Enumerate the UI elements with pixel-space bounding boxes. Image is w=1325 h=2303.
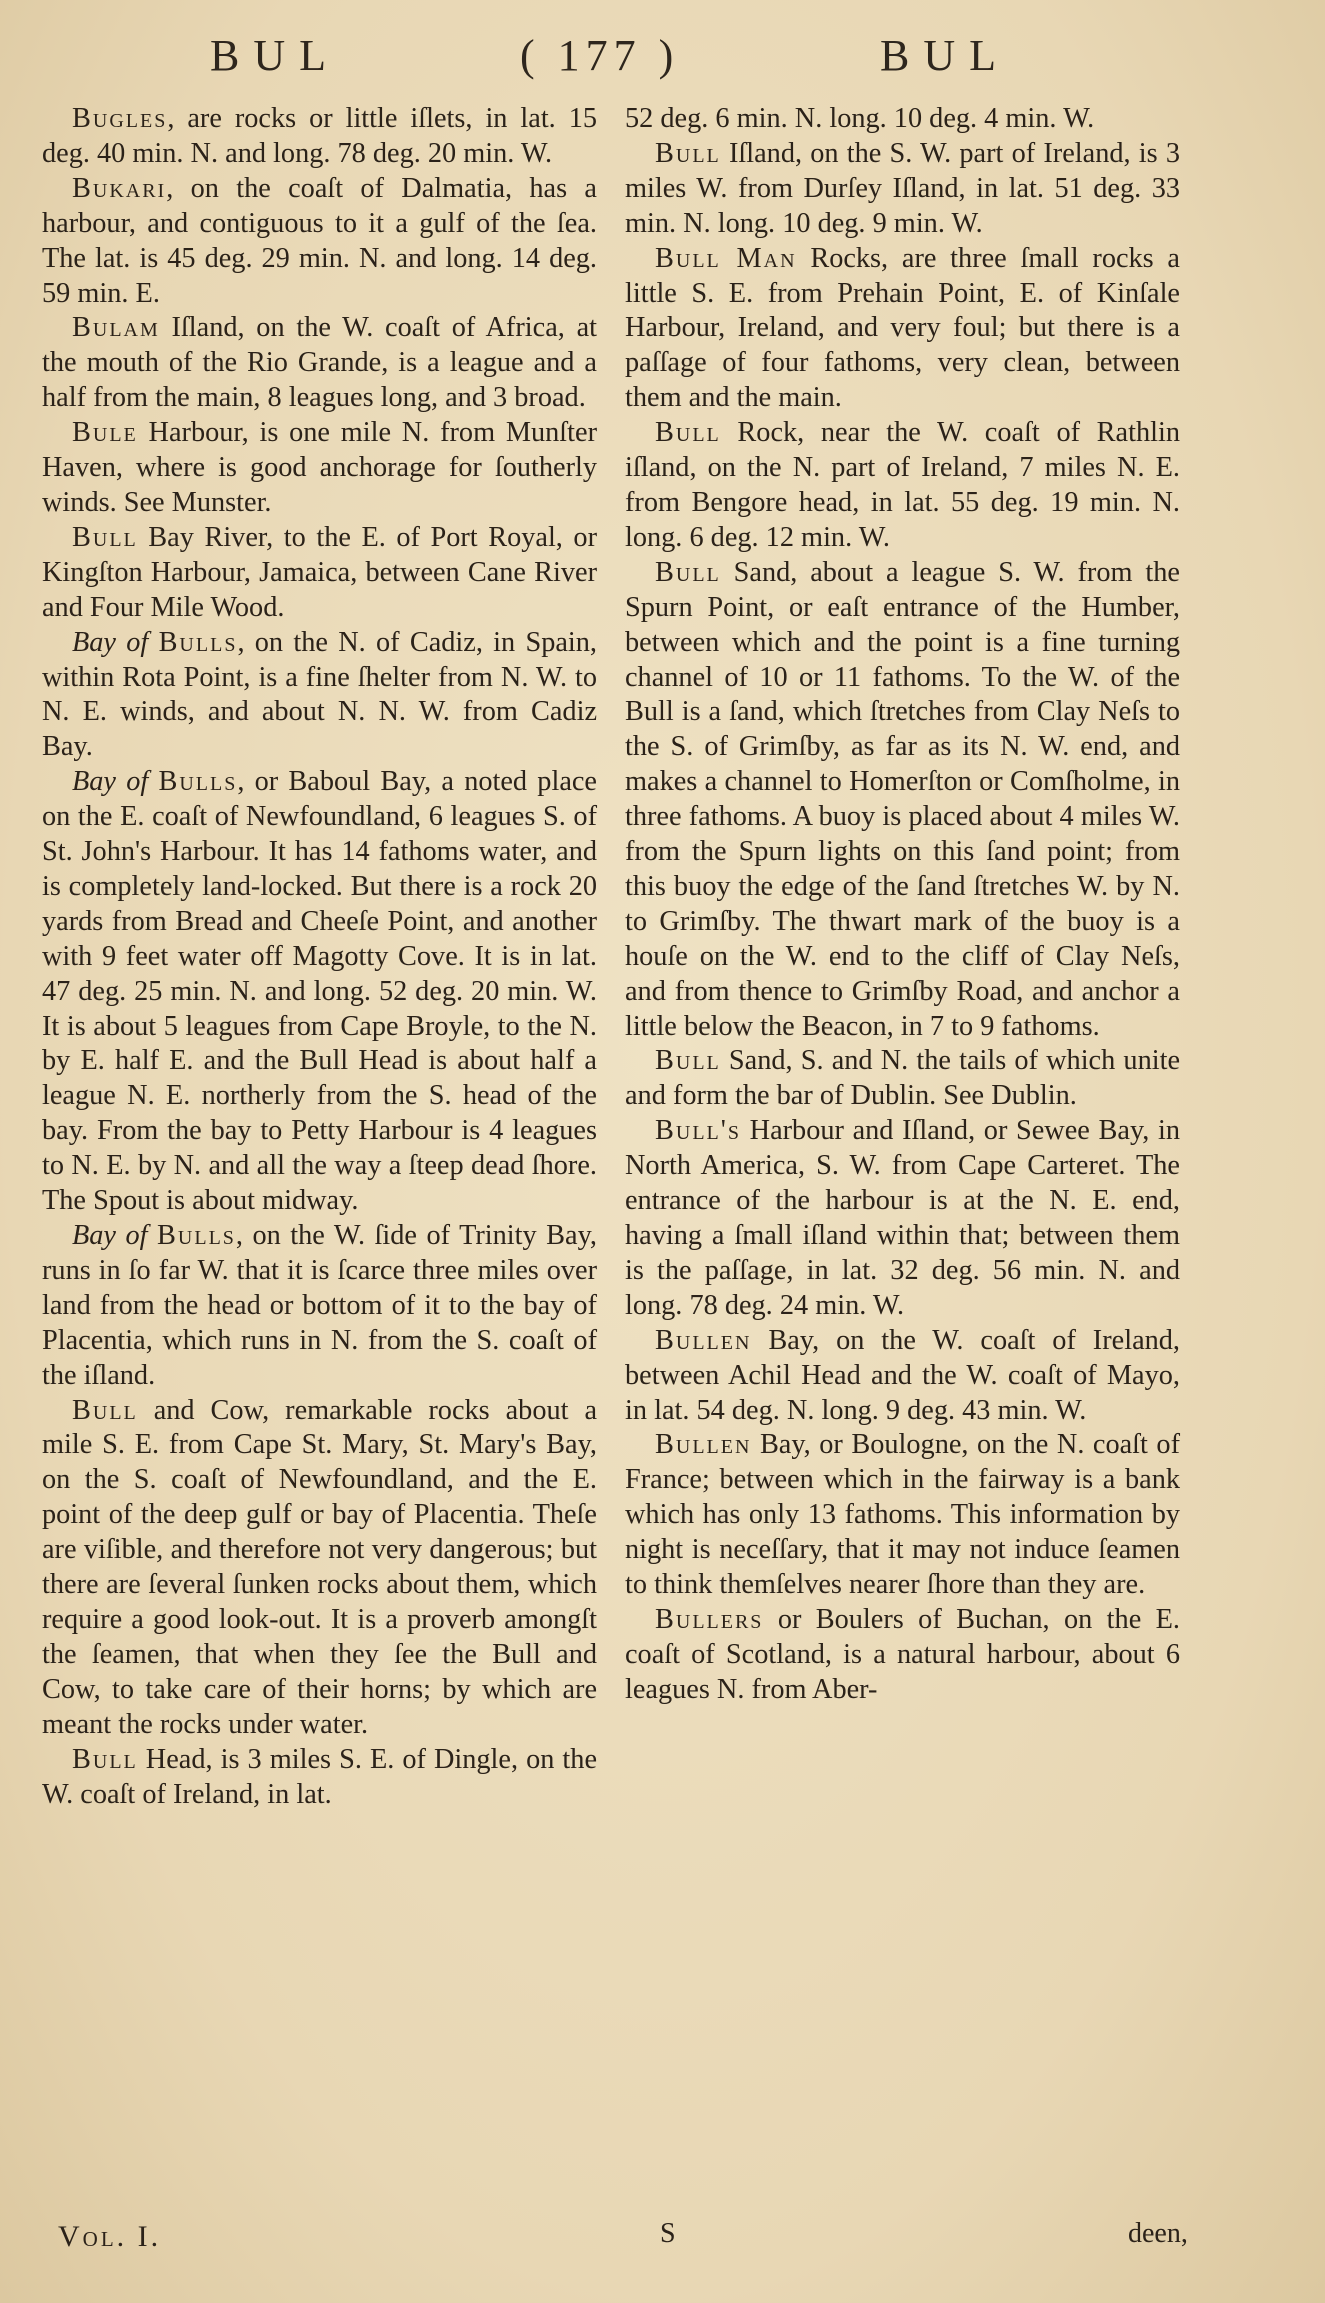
- entry-headword: Bull: [655, 137, 721, 169]
- dictionary-entry: [625, 1114, 1180, 1323]
- entry-text: Sand, about a league S. W. from the Spurn Point, or eaſt entrance of the Humber, between which and the point is a fine turning channel of 10 or 11 fathoms. To the W. of the Bull is a ſand, which ſtretches from Clay Neſs to the S. of Grimſby, as far as its N. W. end, and makes a channel to Homerſton or Comſholme, in three fathoms. A buoy is placed about 4 miles W. from the Spurn lights on this ſand point; from this buoy the edge of the ſand ſtretches W. by N. to Grimſby. The thwart mark of the buoy is a houſe on the W. end to the cliff of Clay Neſs, and from thence to Grimſby Road, and anchor a little below the Beacon, in 7 to 9 fathoms.: [625, 556, 1180, 1042]
- dictionary-entry: [42, 172, 597, 312]
- entry-headword: Bull Man: [655, 242, 797, 274]
- dictionary-entry: [625, 137, 1180, 242]
- dictionary-entry: [625, 1044, 1180, 1114]
- dictionary-entry: [625, 1324, 1180, 1429]
- entry-text: Sand, S. and N. the tails of which unite and form the bar of Dublin. See Dublin.: [625, 1045, 1180, 1112]
- entry-text: , are rocks or little iſlets, in lat. 15 deg. 40 min. N. and long. 78 deg. 20 min. W.: [42, 103, 597, 169]
- dictionary-entry: [42, 416, 597, 521]
- entry-text: , on the N. of Cadiz, in Spain, within Rota Point, is a fine ſhelter from N. W. to N. E. winds, and about N. N. W. from Cadiz Bay.: [42, 626, 597, 763]
- entry-headword: Bulam: [72, 312, 160, 344]
- dictionary-entry: [42, 626, 597, 766]
- volume-label: Vol. I.: [58, 2220, 162, 2253]
- dictionary-entry: [625, 556, 1180, 1045]
- dictionary-entry: [42, 765, 597, 1219]
- entry-text: Bay, on the W. coaſt of Ireland, between Achil Head and the W. coaſt of Mayo, in lat. 54 deg. N. long. 9 deg. 43 min. W.: [625, 1324, 1180, 1426]
- entry-text: , on the coaſt of Dalmatia, has a harbour, and contiguous to it a gulf of the ſea. The lat. is 45 deg. 29 min. N. and long. 14 deg. 59 min. E.: [42, 172, 597, 309]
- entry-text: Iſland, on the S. W. part of Ireland, is 3 miles W. from Durſey Iſland, in lat. 51 deg. 33 min. N. long. 10 deg. 9 min. W.: [625, 137, 1180, 239]
- running-head: [0, 22, 1325, 92]
- dictionary-entry: [42, 102, 597, 172]
- entry-text: Harbour and Iſland, or Sewee Bay, in North America, S. W. from Cape Carteret. The entrance of the harbour is at the N. E. end, having a ſmall iſland within that; between them is the paſſage, in lat. 32 deg. 56 min. N. and long. 78 deg. 24 min. W.: [625, 1115, 1180, 1321]
- dictionary-entry: [42, 521, 597, 626]
- entry-headword: Bull: [72, 1394, 138, 1426]
- entry-text: Iſland, on the W. coaſt of Africa, at the mouth of the Rio Grande, is a league and a half from the main, 8 leagues long, and 3 broad.: [42, 312, 597, 414]
- dictionary-entry: [625, 1603, 1180, 1708]
- entry-headword: Bule: [72, 417, 138, 449]
- page-number: ( 177 ): [520, 31, 680, 80]
- dictionary-entry: [42, 311, 597, 416]
- entry-headword: Bugles: [72, 103, 168, 134]
- entry-text: Bay, or Boulogne, on the N. coaſt of France; between which in the fairway is a bank which has only 13 fathoms. This information by night is neceſſary, that it may not induce ſeamen to think themſelves nearer ſhore than they are.: [625, 1429, 1180, 1601]
- entry-text: , on the W. ſide of Trinity Bay, runs in ſo far W. that it is ſcarce three miles over land from the head or bottom of it to the bay of Placentia, which runs in N. from the S. coaſt of the iſland.: [42, 1220, 597, 1391]
- entry-headword: Bull: [655, 417, 721, 449]
- entry-headword: Bullen: [655, 1429, 752, 1461]
- dictionary-entry: [625, 102, 1180, 137]
- entry-headword: Bull: [72, 1743, 138, 1775]
- entry-headword: Bullen: [655, 1324, 752, 1356]
- entry-headword: Bulls: [158, 626, 238, 658]
- entry-prefix: Bay of: [72, 766, 159, 798]
- entry-text: Harbour, is one mile N. from Munſter Haven, where is good anchorage for ſoutherly winds. See Munster.: [42, 417, 597, 518]
- entry-headword: Bull: [655, 556, 721, 588]
- entry-text: Rocks, are three ſmall rocks a little S. E. from Prehain Point, E. of Kinſale Harbour, Ireland, and very foul; but there is a paſſage of four fathoms, very clean, between them and the main.: [625, 242, 1180, 414]
- entry-headword: Bulls: [158, 766, 238, 798]
- entry-headword: Bukari: [72, 172, 167, 204]
- left-column: [42, 102, 597, 1812]
- dictionary-entry: [42, 1394, 597, 1743]
- entry-prefix: Bay of: [72, 1220, 158, 1251]
- entry-prefix: Bay of: [72, 626, 159, 658]
- entry-text: or Boulers of Buchan, on the E. coaſt of Scotland, is a natural harbour, about 6 leagues N. from Aber-: [625, 1603, 1180, 1705]
- dictionary-entry: [42, 1743, 597, 1813]
- entry-headword: Bulls: [157, 1220, 236, 1251]
- running-head-right: BUL: [880, 31, 1010, 80]
- entry-headword: Bull's: [655, 1115, 741, 1147]
- entry-headword: Bull: [655, 1045, 721, 1077]
- entry-text: , or Baboul Bay, a noted place on the E. coaſt of Newfoundland, 6 leagues S. of St. John's Harbour. It has 14 fathoms water, and is completely land-locked. But there is a rock 20 yards from Bread and Cheeſe Point, and another with 9 feet water off Magotty Cove. It is in lat. 47 deg. 25 min. N. and long. 52 deg. 20 min. W. It is about 5 leagues from Cape Broyle, to the N. by E. half E. and the Bull Head is about half a league N. E. northerly from the S. head of the bay. From the bay to Petty Harbour is 4 leagues to N. E. by N. and all the way a ſteep dead ſhore. The Spout is about midway.: [42, 766, 597, 1217]
- dictionary-entry: [625, 242, 1180, 417]
- dictionary-entry: [625, 1428, 1180, 1603]
- entry-text: Bay River, to the E. of Port Royal, or Kingſton Harbour, Jamaica, between Cane River and Four Mile Wood.: [42, 521, 597, 623]
- entry-headword: Bull: [72, 521, 138, 553]
- running-head-left: BUL: [210, 31, 340, 80]
- entry-text: 52 deg. 6 min. N. long. 10 deg. 4 min. W.: [625, 103, 1095, 134]
- dictionary-entry: [625, 416, 1180, 556]
- entry-text: and Cow, remarkable rocks about a mile S. E. from Cape St. Mary, St. Mary's Bay, on the S. coaſt of Newfoundland, and the E. point of the deep gulf or bay of Placentia. Theſe are viſible, and therefore not very dangerous; but there are ſeveral ſunken rocks about them, which require a good look-out. It is a proverb amongſt the ſeamen, that when they ſee the Bull and Cow, to take care of their horns; by which are meant the rocks under water.: [42, 1394, 597, 1740]
- entry-text: Head, is 3 miles S. E. of Dingle, on the W. coaſt of Ireland, in lat.: [42, 1743, 597, 1810]
- entry-text: Rock, near the W. coaſt of Rathlin iſland, on the N. part of Ireland, 7 miles N. E. from Bengore head, in lat. 55 deg. 19 min. N. long. 6 deg. 12 min. W.: [625, 417, 1180, 553]
- signature-mark: S: [660, 2218, 676, 2249]
- catchword: deen,: [1128, 2218, 1188, 2249]
- entry-headword: Bullers: [655, 1603, 764, 1635]
- dictionary-entry: [42, 1219, 597, 1394]
- right-column: [625, 102, 1180, 1708]
